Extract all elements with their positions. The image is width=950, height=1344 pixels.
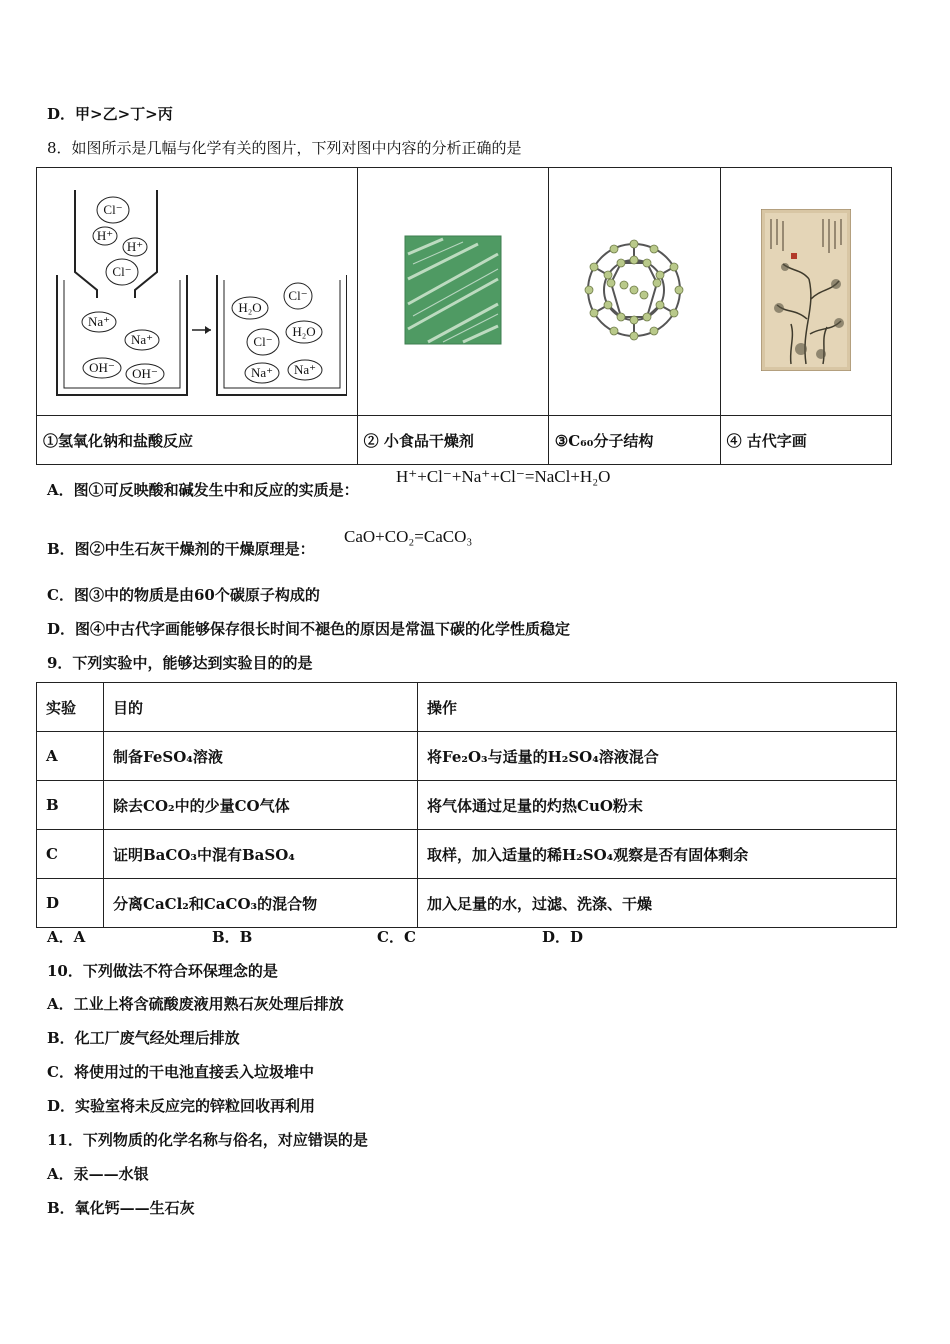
caption-3: ③C₆₀分子结构 <box>548 416 720 465</box>
option-8b: B．图②中生石灰干燥剂的干燥原理是： <box>47 540 315 558</box>
table-cell: 除去CO₂中的少量CO气体 <box>104 781 418 830</box>
ion-label: Na⁺ <box>293 361 316 377</box>
table-cell: C <box>37 830 104 879</box>
table-row <box>37 781 897 830</box>
option-8d: D．图④中古代字画能够保存很长时间不褪色的原因是常温下碳的化学性质稳定 <box>47 620 571 638</box>
table-cell: 取样，加入适量的稀H₂SO₄观察是否有固体剩余 <box>418 830 897 879</box>
table-row <box>37 879 897 928</box>
neutralization-diagram <box>47 180 347 400</box>
caption-1: ①氢氧化钠和盐酸反应 <box>37 416 358 465</box>
option-11b: B．氧化钙——生石灰 <box>47 1199 195 1217</box>
ion-label: OH⁻ <box>131 365 158 381</box>
figure-neutralization <box>37 168 358 416</box>
ancient-painting-image <box>761 209 851 371</box>
ion-label: Na⁺ <box>250 364 273 380</box>
question-10: 10．下列做法不符合环保理念的是 <box>47 962 278 980</box>
table-cell: 将气体通过足量的灼热CuO粉末 <box>418 781 897 830</box>
table-cell: 分离CaCl₂和CaCO₃的混合物 <box>104 879 418 928</box>
option-11a: A．汞——水银 <box>47 1165 149 1183</box>
prev-option-d: D．甲>乙>丁>丙 <box>47 105 173 123</box>
caption-4: ④ 古代字画 <box>720 416 891 465</box>
table-cell: 证明BaCO₃中混有BaSO₄ <box>104 830 418 879</box>
equation-8a: H⁺+Cl⁻+Na⁺+Cl⁻=NaCl+H₂O <box>396 467 611 486</box>
table-cell: D <box>37 879 104 928</box>
desiccant-packet-image <box>403 234 503 346</box>
ion-label: H₂O <box>292 323 316 339</box>
question-11: 11．下列物质的化学名称与俗名，对应错误的是 <box>47 1131 368 1149</box>
experiment-table <box>36 682 897 928</box>
figure-painting <box>720 168 891 416</box>
ion-label: H⁺ <box>126 238 143 254</box>
option-b: B．B <box>212 928 253 946</box>
ion-label: Cl⁻ <box>253 333 273 349</box>
question-9: 9．下列实验中，能够达到实验目的的是 <box>47 654 313 672</box>
ion-label: Cl⁻ <box>112 263 132 279</box>
c60-molecule-image <box>579 235 689 345</box>
table-row <box>37 732 897 781</box>
option-d: D．D <box>542 928 584 946</box>
q9-options <box>47 926 707 947</box>
table-cell: A <box>37 732 104 781</box>
caption-2: ② 小食品干燥剂 <box>357 416 548 465</box>
ion-label: H⁺ <box>96 227 113 243</box>
equation-8b: CaO+CO₂=CaCO₃ <box>344 527 473 546</box>
ion-label: Na⁺ <box>87 313 110 329</box>
question-8: 8．如图所示是几幅与化学有关的图片，下列对图中内容的分析正确的是 <box>47 139 522 157</box>
ion-label: H₂O <box>238 299 262 315</box>
ion-label: Na⁺ <box>130 331 153 347</box>
table-cell: 加入足量的水，过滤、洗涤、干燥 <box>418 879 897 928</box>
figure-c60 <box>548 168 720 416</box>
header-cell: 实验 <box>37 683 104 732</box>
header-cell: 操作 <box>418 683 897 732</box>
option-8a: A．图①可反映酸和碱发生中和反应的实质是： <box>47 481 359 499</box>
header-cell: 目的 <box>104 683 418 732</box>
figure-table <box>36 167 892 465</box>
figure-desiccant <box>357 168 548 416</box>
table-header-row <box>37 683 897 732</box>
option-10a: A．工业上将含硫酸废液用熟石灰处理后排放 <box>47 995 344 1013</box>
option-8c: C．图③中的物质是由60个碳原子构成的 <box>47 586 320 604</box>
option-c: C．C <box>377 928 416 946</box>
ion-label: OH⁻ <box>88 359 115 375</box>
table-cell: B <box>37 781 104 830</box>
option-10d: D．实验室将未反应完的锌粒回收再利用 <box>47 1097 316 1115</box>
table-cell: 将Fe₂O₃与适量的H₂SO₄溶液混合 <box>418 732 897 781</box>
option-10b: B．化工厂废气经处理后排放 <box>47 1029 240 1047</box>
ion-label: Cl⁻ <box>288 287 308 303</box>
option-10c: C．将使用过的干电池直接丢入垃圾堆中 <box>47 1063 314 1081</box>
ion-label: Cl⁻ <box>103 201 123 217</box>
option-a: A．A <box>47 928 86 946</box>
table-row <box>37 830 897 879</box>
table-cell: 制备FeSO₄溶液 <box>104 732 418 781</box>
